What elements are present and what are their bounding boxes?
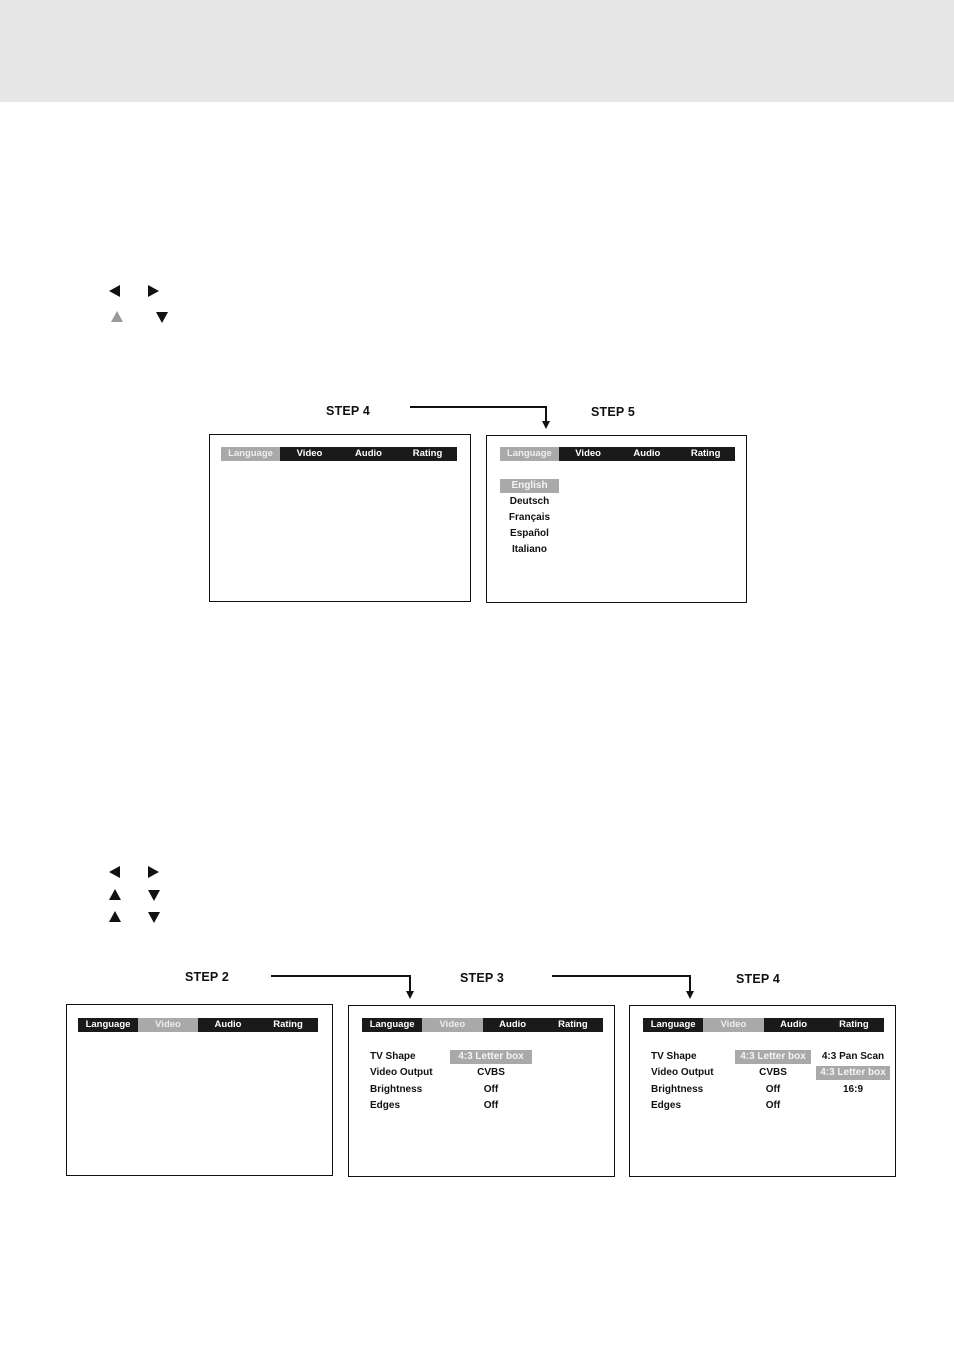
tab-language[interactable]: Language	[369, 1019, 415, 1030]
step-label: STEP 5	[591, 405, 636, 419]
osd-screen-step4-video	[629, 1005, 896, 1177]
connector-arrowhead	[542, 421, 550, 429]
tab-bar	[78, 1018, 318, 1032]
osd-screen-step2-video	[66, 1004, 333, 1176]
setting-label: Video Output	[370, 1067, 433, 1078]
tab-video[interactable]: Video	[296, 448, 323, 459]
tab-bar	[500, 447, 735, 461]
language-option[interactable]: Español	[510, 528, 549, 539]
setting-value[interactable]: CVBS	[759, 1067, 787, 1078]
step-label: STEP 4	[736, 972, 781, 986]
tab-bar	[221, 447, 457, 461]
left-arrow-icon	[109, 285, 120, 297]
setting-label: Brightness	[370, 1084, 423, 1095]
step-label: STEP 4	[326, 404, 371, 418]
language-option[interactable]: Français	[508, 512, 551, 523]
right-arrow-icon	[148, 285, 159, 297]
step-label: STEP 3	[460, 971, 505, 985]
tab-bar	[362, 1018, 603, 1032]
tab-language[interactable]: Language	[221, 447, 280, 461]
tab-rating[interactable]: Rating	[839, 1019, 869, 1030]
up-arrow-icon	[109, 911, 121, 922]
tab-rating[interactable]: Rating	[690, 448, 721, 459]
tab-language[interactable]: Language	[650, 1019, 696, 1030]
osd-screen-step3-video	[348, 1005, 615, 1177]
setting-label: Edges	[370, 1100, 401, 1111]
tab-audio[interactable]: Audio	[355, 448, 382, 459]
setting-value[interactable]: Off	[483, 1100, 499, 1111]
tab-video[interactable]: Video	[703, 1018, 763, 1032]
down-arrow-icon	[148, 890, 160, 901]
setting-value[interactable]: 4:3 Letter box	[735, 1050, 811, 1064]
setting-label: TV Shape	[651, 1051, 697, 1062]
setting-label: Brightness	[651, 1084, 704, 1095]
tab-rating[interactable]: Rating	[558, 1019, 588, 1030]
tab-audio[interactable]: Audio	[214, 1019, 242, 1030]
language-option[interactable]: Deutsch	[509, 496, 550, 507]
connector-line	[689, 975, 691, 992]
tab-rating[interactable]: Rating	[273, 1019, 303, 1030]
up-arrow-icon	[109, 889, 121, 900]
down-arrow-icon	[148, 912, 160, 923]
header-band	[0, 0, 954, 102]
connector-line	[409, 975, 411, 992]
tv-shape-option[interactable]: 16:9	[842, 1084, 863, 1095]
tab-video[interactable]: Video	[422, 1018, 482, 1032]
tab-video[interactable]: Video	[138, 1018, 198, 1032]
language-option[interactable]: Italiano	[511, 544, 547, 555]
tab-rating[interactable]: Rating	[412, 448, 443, 459]
tab-video[interactable]: Video	[575, 448, 601, 459]
down-arrow-icon	[156, 312, 168, 323]
tab-audio[interactable]: Audio	[780, 1019, 808, 1030]
step-label: STEP 2	[185, 970, 230, 984]
connector-arrowhead	[686, 991, 694, 999]
connector-arrowhead	[406, 991, 414, 999]
setting-label: Edges	[651, 1100, 682, 1111]
setting-label: TV Shape	[370, 1051, 416, 1062]
tv-shape-option[interactable]: 4:3 Pan Scan	[821, 1051, 885, 1062]
tab-audio[interactable]: Audio	[499, 1019, 527, 1030]
setting-value[interactable]: Off	[765, 1084, 781, 1095]
setting-value[interactable]: Off	[765, 1100, 781, 1111]
tab-language[interactable]: Language	[85, 1019, 131, 1030]
connector-line	[410, 406, 547, 408]
setting-value[interactable]: 4:3 Letter box	[450, 1050, 532, 1064]
up-arrow-icon	[111, 311, 123, 322]
right-arrow-icon	[148, 866, 159, 878]
left-arrow-icon	[109, 866, 120, 878]
connector-line	[545, 406, 547, 422]
tv-shape-option[interactable]: 4:3 Letter box	[816, 1066, 890, 1080]
osd-screen-step5-lang	[486, 435, 747, 603]
setting-value[interactable]: Off	[483, 1084, 499, 1095]
language-option[interactable]: English	[500, 479, 559, 493]
tab-language[interactable]: Language	[500, 447, 559, 461]
tab-bar	[643, 1018, 884, 1032]
setting-value[interactable]: CVBS	[477, 1067, 505, 1078]
tab-audio[interactable]: Audio	[633, 448, 661, 459]
osd-screen-step4-lang	[209, 434, 471, 602]
connector-line	[271, 975, 411, 977]
connector-line	[552, 975, 691, 977]
setting-label: Video Output	[651, 1067, 714, 1078]
